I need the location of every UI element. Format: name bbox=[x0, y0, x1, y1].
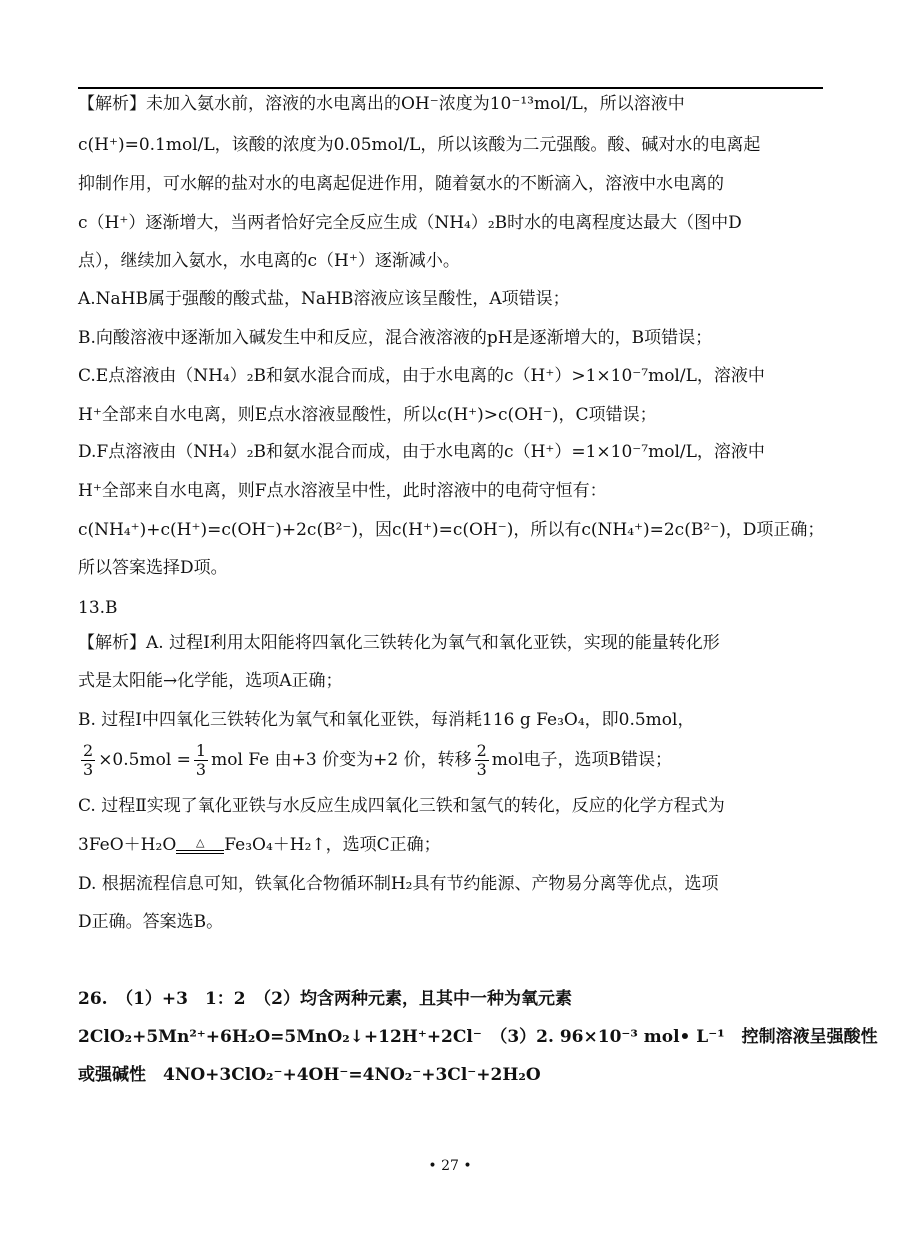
text-line: 13.B bbox=[78, 598, 118, 618]
text-line: 式是太阳能→化学能，选项A正确； bbox=[78, 671, 343, 691]
text-line: 点），继续加入氨水，水电离的c（H⁺）逐渐减小。 bbox=[78, 251, 460, 271]
text-line: 【解析】A. 过程Ⅰ利用太阳能将四氧化三铁转化为氧气和氧化亚铁，实现的能量转化形 bbox=[78, 633, 720, 653]
text-line: C.E点溶液由（NH₄）₂B和氨水混合而成，由于水电离的c（H⁺）>1×10⁻⁷mol/L，溶液中 bbox=[78, 366, 765, 386]
answer-line: 或强碱性 4NO+3ClO₂⁻+4OH⁻=4NO₂⁻+3Cl⁻+2H₂O bbox=[78, 1065, 541, 1085]
equation-line: 3FeO＋H₂O △ Fe₃O₄＋H₂↑，选项C正确； bbox=[78, 835, 441, 855]
text-line: c(NH₄⁺)+c(H⁺)=c(OH⁻)+2c(B²⁻)，因c(H⁺)=c(OH⁻)，所以有c(NH₄⁺)=2c(B²⁻)，D项正确； bbox=[78, 520, 825, 540]
fraction: $\frac{2}{3}$ bbox=[83, 741, 94, 779]
text-line: 抑制作用，可水解的盐对水的电离起促进作用，随着氨水的不断滴入，溶液中水电离的 bbox=[78, 174, 724, 194]
text-line: A.NaHB属于强酸的酸式盐，NaHB溶液应该呈酸性，A项错误； bbox=[78, 289, 570, 309]
text-line: D. 根据流程信息可知，铁氧化合物循环制H₂具有节约能源、产物易分离等优点，选项 bbox=[78, 874, 719, 894]
answer-line: 2ClO₂+5Mn²⁺+6H₂O=5MnO₂↓+12H⁺+2Cl⁻ （3）2. 96×10⁻³ mol• L⁻¹ 控制溶液呈强酸性 bbox=[78, 1027, 878, 1047]
text-line: 【解析】未加入氨水前，溶液的水电离出的OH⁻浓度为10⁻¹³mol/L，所以溶液中 bbox=[78, 94, 685, 114]
text-line: H⁺全部来自水电离，则F点水溶液呈中性，此时溶液中的电荷守恒有： bbox=[78, 481, 607, 501]
top-rule bbox=[78, 87, 823, 89]
answer-line: 26. （1）+3 1：2 （2）均含两种元素，且其中一种为氧元素 bbox=[78, 989, 572, 1009]
text-line: D正确。答案选B。 bbox=[78, 912, 224, 932]
text-line: H⁺全部来自水电离，则E点水溶液显酸性，所以c(H⁺)>c(OH⁻)，C项错误； bbox=[78, 405, 657, 425]
text-line: D.F点溶液由（NH₄）₂B和氨水混合而成，由于水电离的c（H⁺）=1×10⁻⁷mol/L，溶液中 bbox=[78, 442, 765, 462]
text-line: 所以答案选择D项。 bbox=[78, 558, 228, 578]
fraction: $\frac{1}{3}$ bbox=[195, 741, 207, 779]
text-line: C. 过程Ⅱ实现了氧化亚铁与水反应生成四氧化三铁和氢气的转化，反应的化学方程式为 bbox=[78, 796, 725, 816]
fraction: $\frac{2}{3}$ bbox=[476, 741, 487, 779]
page-number: • 27 • bbox=[428, 1158, 472, 1174]
text-line: c（H⁺）逐渐增大，当两者恰好完全反应生成（NH₄）₂B时水的电离程度达最大（图中D bbox=[78, 213, 742, 233]
fraction-line: $\frac{2}{3}$ ×0.5mol = $\frac{1}{3}$ mol Fe 由+3 价变为+2 价，转移 $\frac{2}{3}$ mol电子，选项B错误； bbox=[83, 741, 673, 779]
heat-equals-sign: △ bbox=[176, 837, 224, 854]
text-line: c(H⁺)=0.1mol/L，该酸的浓度为0.05mol/L，所以该酸为二元强酸。酸、碱对水的电离起 bbox=[78, 135, 761, 155]
text-line: B. 过程Ⅰ中四氧化三铁转化为氧气和氧化亚铁，每消耗116 g Fe₃O₄，即0.5mol， bbox=[78, 710, 695, 730]
text-line: B.向酸溶液中逐渐加入碱发生中和反应，混合液溶液的pH是逐渐增大的，B项错误； bbox=[78, 328, 713, 348]
